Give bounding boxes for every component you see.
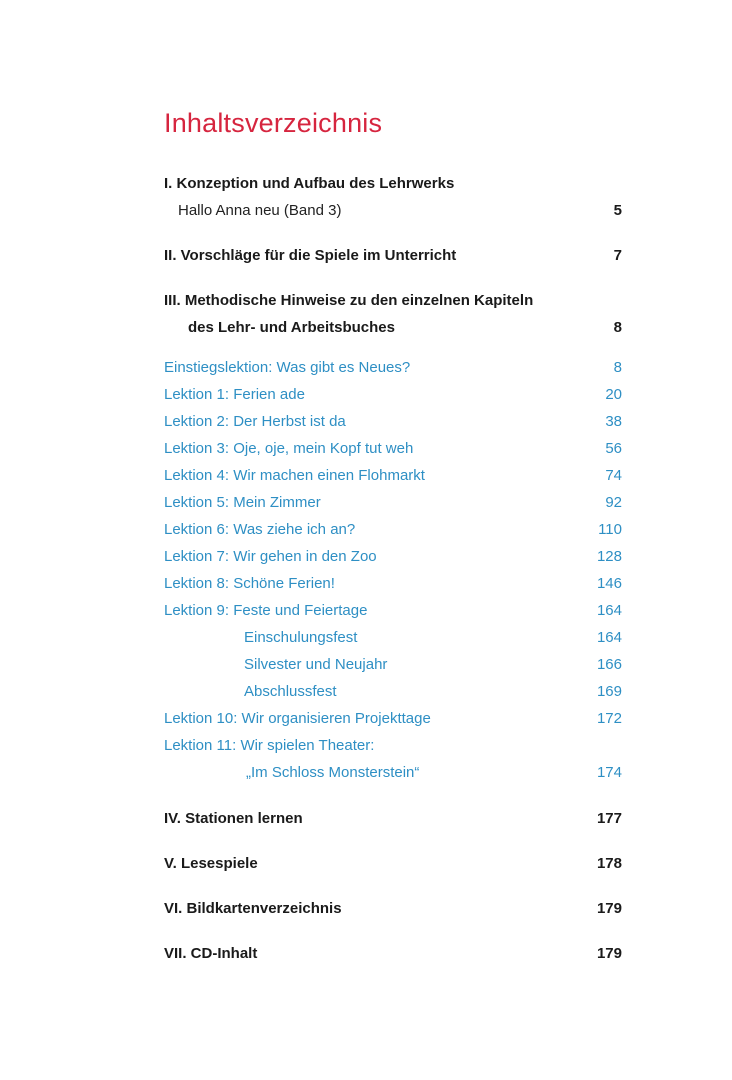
toc-entry-label: Einschulungsfest xyxy=(244,629,358,646)
toc-page-number: 172 xyxy=(596,710,622,727)
toc-page-number: 166 xyxy=(596,656,622,673)
toc-entry-label: II. Vorschläge für die Spiele im Unterricht xyxy=(164,247,457,264)
toc-page-number: 20 xyxy=(605,386,622,403)
toc-page-number: 5 xyxy=(613,202,622,219)
toc-entry-label: Lektion 9: Feste und Feiertage xyxy=(164,602,368,619)
toc-entry-label: des Lehr- und Arbeitsbuches xyxy=(188,319,395,336)
toc-page-number: 169 xyxy=(596,683,622,700)
toc-page-number: 177 xyxy=(596,810,622,827)
toc-page-number: 174 xyxy=(596,764,622,781)
toc-entry-label: V. Lesespiele xyxy=(164,855,258,872)
toc-entry-label: I. Konzeption und Aufbau des Lehrwerks xyxy=(164,175,455,192)
toc-entry-label: Lektion 5: Mein Zimmer xyxy=(164,494,321,511)
toc-entry-label: Einstiegslektion: Was gibt es Neues? xyxy=(164,359,411,376)
toc-page-number: 179 xyxy=(596,945,622,962)
toc-page-number: 110 xyxy=(598,521,622,538)
toc-page-number: 8 xyxy=(613,319,622,336)
toc-entry-label: Lektion 6: Was ziehe ich an? xyxy=(164,521,356,538)
toc-page-number: 8 xyxy=(613,359,622,376)
toc-page-number: 128 xyxy=(596,548,622,565)
toc-entry-label: Lektion 8: Schöne Ferien! xyxy=(164,575,335,592)
toc-entry-label: Lektion 1: Ferien ade xyxy=(164,386,305,403)
toc-entry-label: Silvester und Neujahr xyxy=(244,656,388,673)
toc-entry-label: Lektion 7: Wir gehen in den Zoo xyxy=(164,548,377,565)
toc-page-number: 92 xyxy=(605,494,622,511)
page-title: Inhaltsverzeichnis xyxy=(164,108,383,138)
toc-entry-label: VII. CD-Inhalt xyxy=(164,945,258,962)
toc-page-number: 7 xyxy=(613,247,622,264)
toc-page-number: 178 xyxy=(596,855,622,872)
toc-entry-label: „Im Schloss Monsterstein“ xyxy=(246,764,420,781)
toc-page-number: 179 xyxy=(596,900,622,917)
toc-page-number: 164 xyxy=(596,602,622,619)
toc-page-number: 38 xyxy=(605,413,622,430)
toc-page-number: 56 xyxy=(605,440,622,457)
toc-page-number: 146 xyxy=(596,575,622,592)
toc-entry-label: Lektion 10: Wir organisieren Projekttage xyxy=(164,710,431,727)
toc-entry-label: Abschlussfest xyxy=(244,683,337,700)
toc-entry-label: III. Methodische Hinweise zu den einzelnen Kapiteln xyxy=(164,292,534,309)
toc-entry-label: Hallo Anna neu (Band 3) xyxy=(178,202,342,219)
toc-page-number: 164 xyxy=(596,629,622,646)
toc-page-number: 74 xyxy=(605,467,622,484)
toc-entry-label: Lektion 2: Der Herbst ist da xyxy=(164,413,346,430)
toc-entry-label: IV. Stationen lernen xyxy=(164,810,303,827)
toc-entry-label: Lektion 3: Oje, oje, mein Kopf tut weh xyxy=(164,440,414,457)
toc-entry-label: Lektion 11: Wir spielen Theater: xyxy=(164,737,375,754)
toc-entry-label: VI. Bildkartenverzeichnis xyxy=(164,900,342,917)
toc-entry-label: Lektion 4: Wir machen einen Flohmarkt xyxy=(164,467,425,484)
